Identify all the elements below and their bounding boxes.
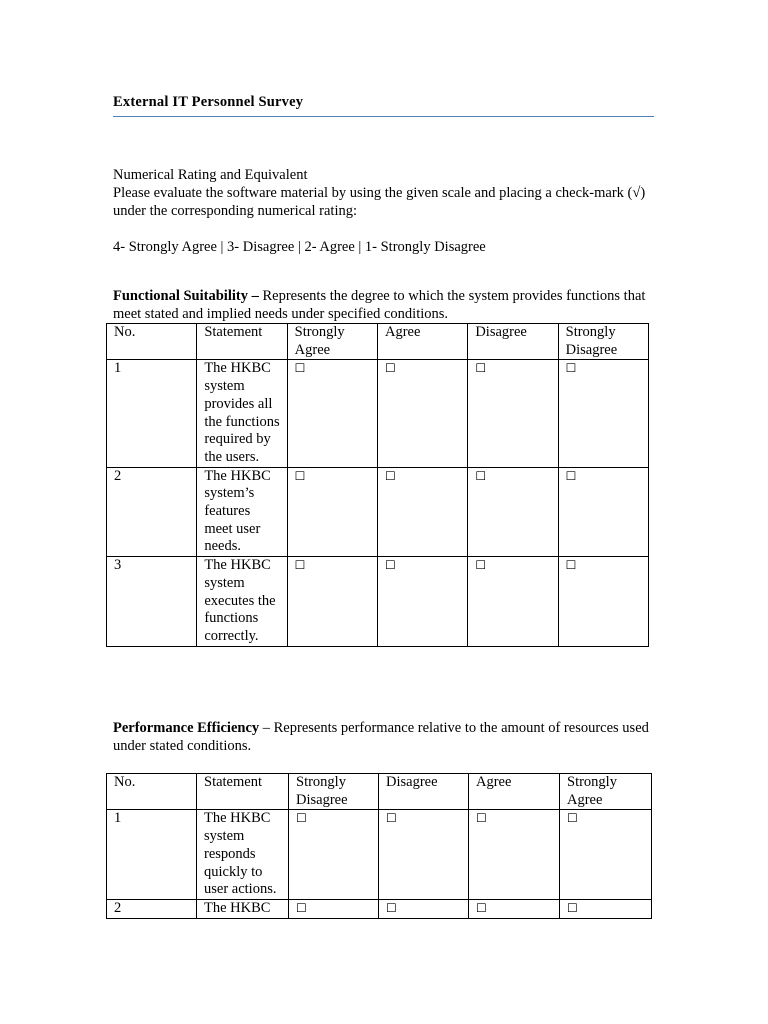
functional-suitability-description <box>113 287 658 323</box>
column-header: Agree <box>377 324 467 360</box>
column-header: No. <box>107 324 197 360</box>
column-header: Strongly Agree <box>287 324 377 360</box>
checkbox-agree[interactable]: ☐ <box>476 900 487 915</box>
table-row <box>107 557 649 647</box>
checkbox-disagree[interactable]: ☐ <box>475 558 487 573</box>
checkbox-strongly-disagree[interactable]: ☐ <box>296 811 307 826</box>
performance-efficiency-table <box>106 773 652 919</box>
row-statement: The HKBC system responds quickly to user actions. <box>197 810 289 900</box>
section-heading: Performance Efficiency <box>113 720 260 736</box>
column-header: Agree <box>469 774 560 810</box>
checkbox-disagree[interactable]: ☐ <box>386 811 397 826</box>
row-number: 3 <box>107 557 197 647</box>
row-statement: The HKBC system’s features meet user needs. <box>197 467 287 557</box>
section-heading: Functional Suitability – <box>113 288 259 304</box>
checkbox-strongly-agree[interactable]: ☐ <box>294 361 306 376</box>
column-header: Disagree <box>379 774 469 810</box>
column-header: Strongly Agree <box>560 774 652 810</box>
rating-instructions <box>113 166 658 220</box>
checkbox-strongly-disagree[interactable]: ☐ <box>296 900 307 915</box>
row-number: 2 <box>107 899 197 918</box>
table-header-row <box>107 774 652 810</box>
row-statement: The HKBC system executes the functions correctly. <box>197 557 287 647</box>
functional-suitability-table <box>106 323 649 647</box>
checkbox-strongly-agree[interactable]: ☐ <box>294 468 306 483</box>
table-row <box>107 810 652 900</box>
checkbox-agree[interactable]: ☐ <box>384 361 396 376</box>
row-number: 1 <box>107 810 197 900</box>
rating-scale: 4- Strongly Agree | 3- Disagree | 2- Agree | 1- Strongly Disagree <box>113 239 486 255</box>
column-header: No. <box>107 774 197 810</box>
table-header-row <box>107 324 649 360</box>
checkbox-strongly-disagree[interactable]: ☐ <box>565 558 577 573</box>
row-number: 2 <box>107 467 197 557</box>
intro-heading: Numerical Rating and Equivalent <box>113 167 308 183</box>
intro-text: Please evaluate the software material by using the given scale and placing a check-mark (√) under the corresponding numerical rating: <box>113 185 646 219</box>
column-header: Strongly Disagree <box>558 324 648 360</box>
checkbox-agree[interactable]: ☐ <box>384 558 396 573</box>
checkbox-disagree[interactable]: ☐ <box>475 468 487 483</box>
checkbox-strongly-disagree[interactable]: ☐ <box>565 361 577 376</box>
column-header: Disagree <box>468 324 558 360</box>
table-row <box>107 899 652 918</box>
checkbox-disagree[interactable]: ☐ <box>475 361 487 376</box>
performance-efficiency-description <box>113 719 658 755</box>
table-row <box>107 360 649 467</box>
checkbox-strongly-agree[interactable]: ☐ <box>567 900 578 915</box>
row-number: 1 <box>107 360 197 467</box>
column-header: Statement <box>197 324 287 360</box>
section-description: – Represents performance relative to the amount of resources used under stated conditions. <box>113 720 649 754</box>
row-statement: The HKBC system provides all the functions required by the users. <box>197 360 287 467</box>
title-underline <box>113 116 654 117</box>
section-description: Represents the degree to which the system provides functions that meet stated and implied needs under specified conditions. <box>113 288 646 322</box>
checkbox-agree[interactable]: ☐ <box>476 811 487 826</box>
checkbox-strongly-agree[interactable]: ☐ <box>294 558 306 573</box>
table-row <box>107 467 649 557</box>
checkbox-disagree[interactable]: ☐ <box>386 900 397 915</box>
checkbox-agree[interactable]: ☐ <box>384 468 396 483</box>
column-header: Statement <box>197 774 289 810</box>
checkbox-strongly-disagree[interactable]: ☐ <box>565 468 577 483</box>
page-title: External IT Personnel Survey <box>113 94 304 110</box>
checkbox-strongly-agree[interactable]: ☐ <box>567 811 578 826</box>
column-header: Strongly Disagree <box>289 774 379 810</box>
row-statement: The HKBC <box>197 899 289 918</box>
